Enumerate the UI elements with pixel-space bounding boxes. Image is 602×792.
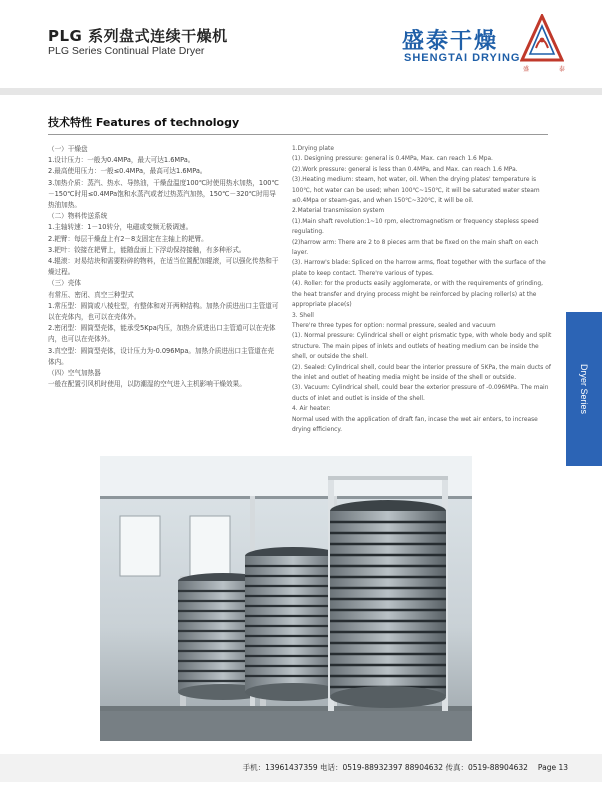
feature-cn-paragraph: 3.真空型：圆筒型壳体，设计压力为-0.096Mpa。加热介质进出口主管道在壳体内。 bbox=[48, 346, 275, 366]
feature-en-paragraph: (3). Harrow's blade: Spliced on the harrow arms, float together with the surface of the plate to keep contact. There're various of types. bbox=[292, 260, 546, 277]
dryer-photo bbox=[100, 456, 472, 741]
feature-cn-paragraph: 3.耙叶：铰接在耙臂上，能随盘面上下浮动保持接触，有多种形式。 bbox=[48, 245, 246, 254]
side-tab-label: Dryer Series bbox=[579, 363, 590, 415]
feature-cn-paragraph: 4.辊滚：对易结块和需要粉碎的物料，在适当位置配加辊滚，可以强化传热和干燥过程。 bbox=[48, 257, 279, 277]
footer-contact: 手机：13961437359 电话：0519-88932397 88904632 传真：0519-88904632 bbox=[242, 763, 528, 772]
feature-en-paragraph: (2).Work pressure: general is less than 0.4MPa, and Max. can reach 1.6 MPa. bbox=[292, 166, 518, 173]
header-divider-band bbox=[0, 88, 602, 95]
feature-en-paragraph: 2.Material transmission system bbox=[292, 208, 385, 215]
features-chinese-column bbox=[48, 144, 280, 390]
feature-cn-paragraph: （四）空气加热器 bbox=[48, 369, 101, 378]
feature-cn-paragraph: 有常压、密闭、真空三种型式 bbox=[48, 290, 134, 299]
feature-en-paragraph: (1). Normal pressure: Cylindrical shell or eight prismatic type, with whole body and split structure. The main pipes of inlets and outlets of heating medium can be inside the shell, or outside the shell. bbox=[292, 333, 552, 361]
feature-cn-paragraph: （一）干燥盘 bbox=[48, 145, 88, 153]
feature-cn-paragraph: 2.密闭型：圆筒型壳体，能承受5Kpa内压，加热介质进出口主管道可以在壳体内，也可以在壳体外。 bbox=[48, 324, 276, 344]
section-heading: 技术特性 Features of technology bbox=[48, 116, 240, 129]
feature-en-paragraph: There're three types for option: normal pressure, sealed and vacuum bbox=[292, 322, 496, 329]
feature-en-paragraph: (3).Heating medium: steam, hot water, oil. When the drying plates' temperature is 100℃, hot water can be used; when 100℃~150℃, it will be saturated water steam ≤0.4Mpa or steam-gas, and when 150℃~320℃, it will be oil. bbox=[292, 177, 540, 205]
features-english-column bbox=[292, 144, 554, 435]
feature-en-paragraph: (2)harrow arm: There are 2 to 8 pieces arm that be fixed on the main shaft on each layer. bbox=[292, 239, 539, 257]
feature-cn-paragraph: 一般在配置引风机时使用，以防潮湿的空气进入主机影响干燥效果。 bbox=[48, 380, 246, 389]
footer bbox=[243, 762, 568, 773]
feature-en-paragraph: 3. Shell bbox=[292, 312, 314, 319]
feature-en-paragraph: (2). Sealed: Cylindrical shell, could bear the interior pressure of 5KPa, the main ducts of the inlet and outlet of heating media might be inside of the shell or outside. bbox=[292, 364, 551, 381]
logo-subtext: 盛 泰 bbox=[523, 66, 579, 73]
logo-text-en: SHENGTAI DRYING bbox=[404, 52, 521, 64]
feature-cn-paragraph: 1.常压型：圆筒或八棱柱型，有整体和对开两种结构。加热介质进出口主管道可以在壳体内，也可以在壳体外。 bbox=[48, 301, 279, 322]
feature-cn-paragraph: 2.最高使用压力：一般≤0.4MPa，最高可达1.6MPa。 bbox=[48, 167, 207, 176]
feature-en-paragraph: (4). Roller: for the products easily agglomerate, or with the requirements of grinding, the heat transfer and drying process might be reinforced by placing roller(s) at the appropriate place(s) bbox=[292, 281, 543, 309]
feature-cn-paragraph: （二）物料传送系统 bbox=[48, 212, 108, 221]
feature-en-paragraph: (1). Designing pressure: general is 0.4MPa, Max. can reach 1.6 Mpa. bbox=[292, 156, 493, 163]
page-title-en: PLG Series Continual Plate Dryer bbox=[48, 45, 205, 57]
page-number: Page 13 bbox=[537, 763, 568, 772]
feature-en-paragraph: (3). Vacuum: Cylindrical shell, could bear the exterior pressure of -0.096MPa. The main ducts of inlet and outlet is inside of the shell. bbox=[292, 385, 549, 402]
feature-en-paragraph: Normal used with the application of draft fan, incase the wet air enters, to increase drying efficiency. bbox=[292, 416, 538, 433]
page-title-cn: PLG 系列盘式连续干燥机 bbox=[48, 27, 228, 45]
feature-cn-paragraph: 1.主轴转速：1－10转分，电磁或变频无极调速。 bbox=[48, 223, 193, 232]
company-logo-icon bbox=[520, 14, 564, 64]
feature-en-paragraph: 4. Air heater: bbox=[292, 406, 331, 413]
feature-cn-paragraph: 2.耙臂：每层干燥盘上有2－8支固定在主轴上的耙臂。 bbox=[48, 234, 208, 243]
feature-en-paragraph: (1).Main shaft revolution:1~10 rpm, electromagnetism or frequency stepless speed regulating. bbox=[292, 218, 539, 236]
feature-cn-paragraph: 3.加热介质：蒸汽、热水、导热油，干燥盘温度100℃时使用热水加热，100℃－150℃时用≤0.4MPa饱和水蒸汽或者过热蒸汽加热，150℃－320℃时用导热油加热。 bbox=[48, 178, 279, 210]
feature-en-paragraph: 1.Drying plate bbox=[292, 146, 334, 152]
heading-rule bbox=[48, 134, 548, 135]
dryer-unit-right bbox=[328, 476, 448, 711]
page-header bbox=[0, 0, 602, 88]
feature-cn-paragraph: 1.设计压力：一般为0.4MPa，最大可达1.6MPa。 bbox=[48, 156, 195, 165]
logo-text-cn: 盛泰干燥 bbox=[402, 29, 499, 54]
feature-cn-paragraph: （三）壳体 bbox=[48, 279, 81, 288]
side-tab-label-wrap bbox=[566, 312, 602, 466]
